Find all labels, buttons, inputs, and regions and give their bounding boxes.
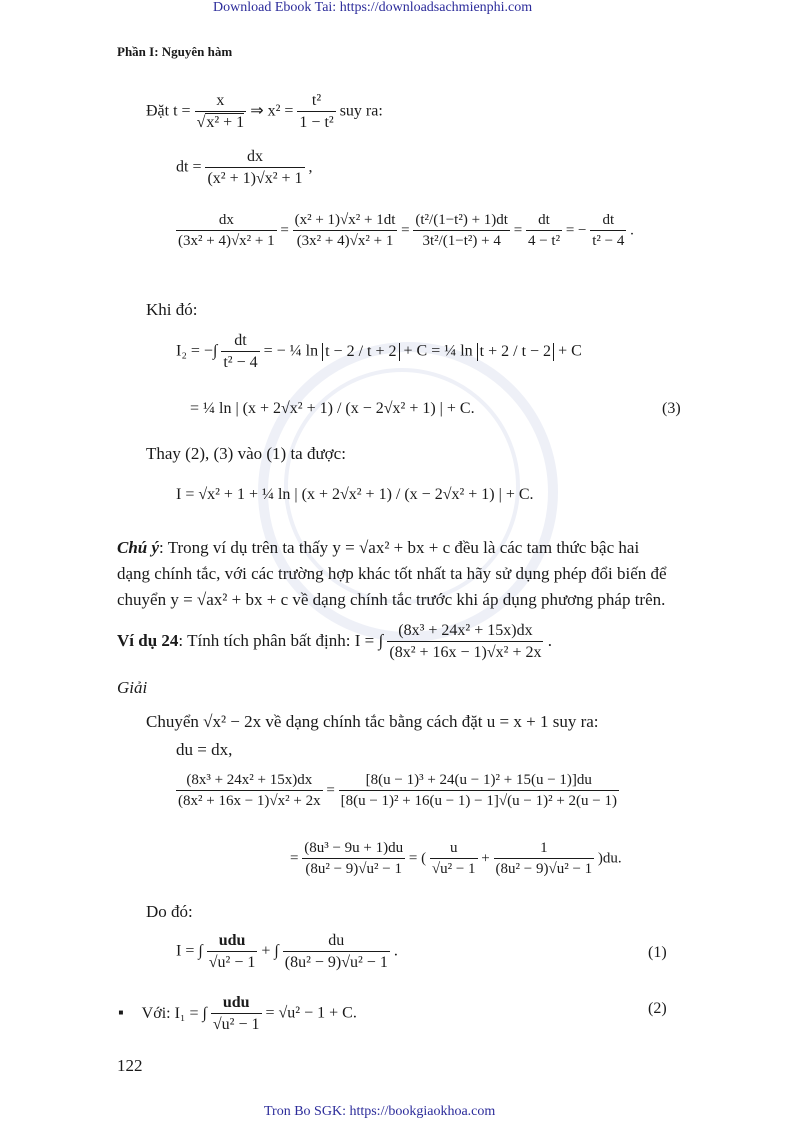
top-download-link[interactable]: Download Ebook Tai: https://downloadsachmienphi.com — [213, 0, 533, 15]
frac-num: t² — [297, 92, 335, 112]
chain-frac-4 — [526, 212, 562, 250]
i-final-line: I = √x² + 1 + ¼ ln | (x + 2√x² + 1) / (x − 2√x² + 1) | + C. — [176, 486, 534, 503]
split-frac-2 — [283, 932, 390, 972]
u-frac-2 — [430, 840, 478, 878]
bullet-icon: ▪ — [118, 1004, 124, 1022]
fraction-dx — [205, 148, 304, 188]
big-right-frac — [339, 772, 619, 810]
text-plus-c: + C = — [403, 342, 441, 360]
text-dat-t: Đặt t = — [146, 102, 191, 120]
chu-y-line-3: chuyển y = √ax² + bx + c về dạng chính tắc trước khi áp dụng phương pháp trên. — [117, 590, 666, 609]
text-suy-ra: suy ra: — [339, 102, 383, 120]
vi-du-24 — [117, 622, 552, 662]
frac-den: (x² + 1)√x² + 1 — [207, 170, 303, 187]
chain-frac-2 — [293, 212, 398, 250]
text-du-close: )du. — [597, 850, 622, 867]
frac-num: udu — [211, 994, 262, 1014]
chu-y-line-1 — [117, 538, 639, 558]
frac-den: √u² − 1 — [431, 861, 476, 877]
frac-num: du — [283, 932, 390, 952]
u-frac-1 — [302, 840, 405, 878]
i1-frac — [211, 994, 262, 1034]
frac-den: [8(u − 1)² + 16(u − 1) − 1]√(u − 1)² + 2(u − 1) — [340, 793, 617, 809]
frac-den: (3x² + 4)√x² + 1 — [296, 233, 394, 249]
abs-value-1: t − 2 / t + 2 — [322, 343, 399, 361]
giai-heading: Giải — [117, 678, 148, 697]
text-comma: , — [308, 158, 313, 176]
text-eq: = — [280, 222, 289, 239]
frac-den: (8u² − 9)√u² − 1 — [495, 861, 593, 877]
text-dt-eq: dt = — [176, 158, 202, 176]
eq-number-2: (2) — [648, 1000, 667, 1017]
page-number: 122 — [117, 1056, 143, 1075]
frac-den: t² − 4 — [592, 233, 625, 249]
text-eq: = — [513, 222, 523, 239]
frac-num: (t²/(1−t²) + 1)dt — [413, 212, 510, 231]
frac-num: u — [430, 840, 478, 859]
big-left-frac — [176, 772, 323, 810]
u-equality — [290, 840, 622, 878]
equality-chain: $\frac{dx}{\text{(3x² + 4)√x² + 1}}$ = $\frac{\text{(x² + 1)√x² + 1dt}}{\text{(3x² + 4)√x² + 1}}$ = $\frac{\text{(t²/(1−t²) + 1)dt}}{\text{3t²/(1−t²) + 4}}$ = $\frac{dt}{\text{4 − t²}}$ = − $\frac{dt}{\text{t² − 4}}$ . — [178, 212, 634, 249]
sqrt-arg: x² + 1 — [206, 114, 245, 131]
text-plus-int: + ∫ — [261, 942, 279, 960]
text-period: . — [547, 630, 552, 650]
frac-den: 1 − t² — [299, 114, 334, 131]
u-frac-3 — [494, 840, 595, 878]
text-minus-quarter: = − ¼ ln — [263, 342, 319, 360]
text-eq: = — [401, 222, 410, 239]
vi-du-text: : Tính tích phân bất định: I = ∫ — [178, 630, 384, 650]
chu-y-label: Chú ý — [117, 538, 160, 557]
frac-num: dt — [526, 212, 562, 231]
voi-line — [118, 994, 357, 1034]
frac-num: 1 — [494, 840, 595, 859]
frac-num: (8x³ + 24x² + 15x)dx — [176, 772, 323, 791]
running-header: Phần I: Nguyên hàm — [117, 44, 233, 59]
frac-den: (8x² + 16x − 1)√x² + 2x — [389, 644, 542, 661]
chain-frac-5 — [590, 212, 626, 250]
frac-num: (8x³ + 24x² + 15x)dx — [387, 622, 543, 642]
vi-du-label: Ví dụ 24 — [117, 630, 179, 650]
text-paren-open: = ( — [408, 850, 427, 867]
frac-num: dx — [205, 148, 304, 168]
frac-num: x — [195, 92, 247, 112]
chain-frac-1 — [176, 212, 277, 250]
chain-frac-3 — [413, 212, 510, 250]
fraction-x-over-sqrt — [195, 92, 247, 132]
text-eq-sqrt: = √u² − 1 + C. — [265, 1004, 357, 1022]
frac-num: dx — [176, 212, 277, 231]
frac-den: (8u² − 9)√u² − 1 — [305, 861, 402, 877]
do-do: Do đó: — [146, 902, 193, 921]
chu-y-text-1: : Trong ví dụ trên ta thấy y = √ax² + bx + c đều là các tam thức bậc hai — [159, 538, 640, 557]
frac-den: √u² − 1 — [212, 1016, 260, 1033]
du-dx-line: du = dx, — [176, 740, 233, 759]
frac-num: dt — [221, 332, 259, 352]
text-plus: + — [481, 850, 490, 867]
text-eq: = — [290, 850, 299, 867]
chuyen-line: Chuyển √x² − 2x về dạng chính tắc bằng cách đặt u = x + 1 suy ra: — [146, 712, 599, 731]
substitution-line — [146, 92, 383, 132]
text-implies: ⇒ x² = — [250, 102, 294, 120]
big-equality — [176, 772, 619, 810]
frac-num: [8(u − 1)³ + 24(u − 1)² + 15(u − 1)]du — [339, 772, 619, 791]
thay-line: Thay (2), (3) vào (1) ta được: — [146, 444, 346, 463]
fraction-t2 — [297, 92, 335, 132]
i2-result-line: = ¼ ln | (x + 2√x² + 1) / (x − 2√x² + 1) | + C. — [190, 400, 475, 417]
text-period: . — [393, 942, 398, 960]
text-quarter-ln: ¼ ln — [444, 342, 473, 360]
frac-num: udu — [207, 932, 258, 952]
abs-value-2: t + 2 / t − 2 — [477, 343, 554, 361]
vi-du-frac — [387, 622, 543, 662]
text-i-int: I = ∫ — [176, 942, 203, 960]
chu-y-line-2: dạng chính tắc, với các trường hợp khác tốt nhất ta hãy sử dụng phép đổi biến để — [117, 564, 667, 583]
dt-line — [176, 148, 313, 188]
frac-den: (8u² − 9)√u² − 1 — [284, 954, 388, 971]
i2-line — [176, 332, 582, 372]
frac-den: 4 − t² — [527, 233, 561, 249]
frac-den: 3t²/(1−t²) + 4 — [422, 233, 501, 249]
text-eq: = — [326, 782, 335, 799]
i-split-line — [176, 932, 398, 972]
frac-den: (8x² + 16x − 1)√x² + 2x — [178, 793, 321, 809]
text-voi: Với: I₁ = ∫ — [141, 1004, 207, 1022]
frac-den: √x² + 1 — [196, 114, 245, 131]
frac-num: dt — [590, 212, 626, 231]
khi-do: Khi đó: — [146, 300, 198, 319]
split-frac-1 — [207, 932, 258, 972]
i2-frac — [221, 332, 259, 372]
bottom-sgk-link[interactable]: Tron Bo SGK: https://bookgiaokhoa.com — [264, 1104, 496, 1119]
frac-den: √u² − 1 — [208, 954, 256, 971]
frac-num: (8u³ − 9u + 1)du — [302, 840, 405, 859]
frac-den: t² − 4 — [223, 354, 258, 371]
frac-num: (x² + 1)√x² + 1dt — [293, 212, 398, 231]
eq-number-3: (3) — [662, 400, 681, 417]
text-period: . — [630, 222, 634, 239]
frac-den: (3x² + 4)√x² + 1 — [178, 233, 275, 249]
eq-number-1: (1) — [648, 944, 667, 961]
text-plus-c2: + C — [558, 342, 582, 360]
text-i2: I₂ = −∫ — [176, 342, 218, 360]
